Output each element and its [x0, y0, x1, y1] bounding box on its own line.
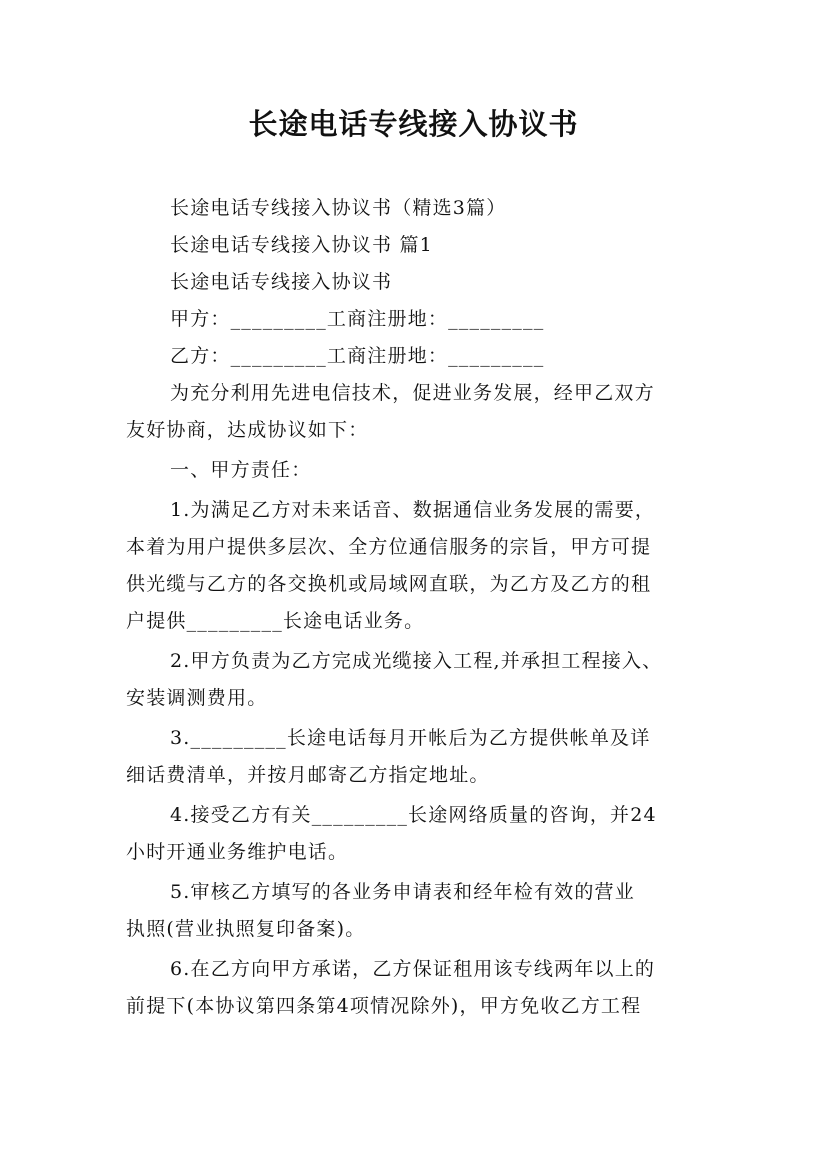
paragraph-line: 2.甲方负责为乙方完成光缆接入工程,并承担工程接入、: [170, 650, 663, 672]
paragraph-line: 户提供_________长途电话业务。: [126, 610, 425, 632]
paragraph-line: 细话费清单，并按月邮寄乙方指定地址。: [126, 764, 490, 786]
paragraph-line: 小时开通业务维护电话。: [126, 841, 349, 863]
paragraph-line: 6.在乙方向甲方承诺，乙方保证租用该专线两年以上的: [170, 958, 656, 980]
paragraph-line: 5.审核乙方填写的各业务申请表和经年检有效的营业: [170, 881, 635, 903]
party-a-line: 甲方：_________工商注册地：_________: [170, 308, 545, 330]
agreement-heading: 长途电话专线接入协议书: [170, 271, 393, 293]
paragraph-line: 供光缆与乙方的各交换机或局域网直联，为乙方及乙方的租: [126, 573, 652, 595]
subtitle-line: 长途电话专线接入协议书（精选3篇）: [170, 197, 507, 219]
paragraph-line: 友好协商，达成协议如下：: [126, 419, 369, 441]
paragraph-line: 本着为用户提供多层次、全方位通信服务的宗旨，甲方可提: [126, 536, 652, 558]
paragraph-line: 为充分利用先进电信技术，促进业务发展，经甲乙双方: [170, 382, 655, 404]
document-body: [126, 190, 704, 1025]
section-heading: 长途电话专线接入协议书 篇1: [170, 234, 433, 256]
paragraph-line: 1.为满足乙方对未来话音、数据通信业务发展的需要，: [170, 499, 656, 521]
paragraph-line: 3._________长途电话每月开帐后为乙方提供帐单及详: [170, 727, 651, 749]
document-title: 长途电话专线接入协议书: [248, 107, 579, 141]
party-b-line: 乙方：_________工商注册地：_________: [170, 345, 545, 367]
paragraph-line: 4.接受乙方有关_________长途网络质量的咨询，并24: [170, 804, 657, 826]
paragraph-line: 执照(营业执照复印备案)。: [126, 918, 366, 940]
clause-heading: 一、甲方责任：: [170, 459, 312, 481]
paragraph-line: 安装调测费用。: [126, 687, 268, 709]
paragraph-line: 前提下(本协议第四条第4项情况除外)，甲方免收乙方工程: [126, 995, 642, 1017]
